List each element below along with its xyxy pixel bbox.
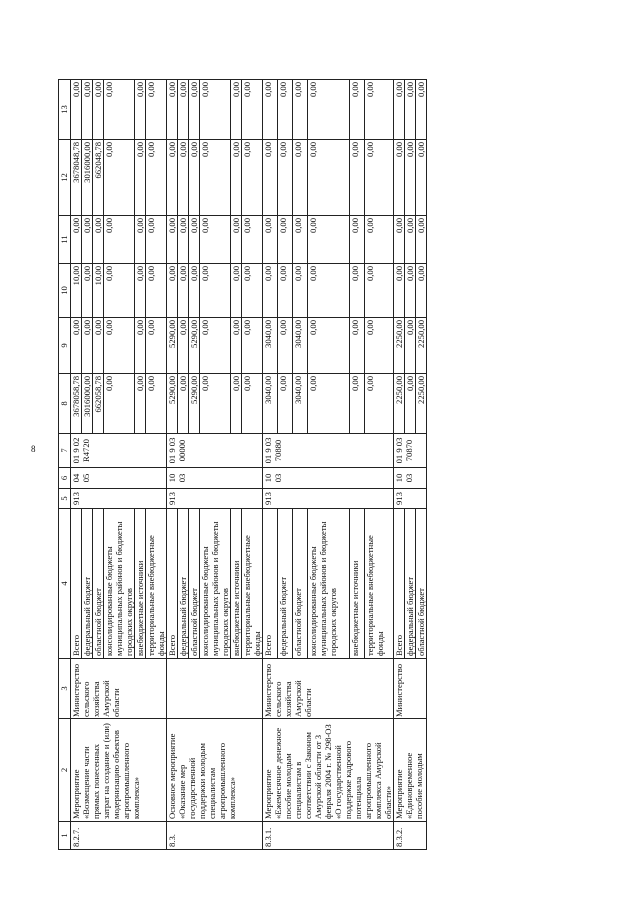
value-cell-13: 0,00 <box>278 80 293 140</box>
funding-source: областной бюджет <box>416 509 427 659</box>
value-cell-12: 0,00 <box>365 140 394 216</box>
value-cell-11: 0,00 <box>200 216 231 264</box>
value-cell-10: 0,00 <box>365 264 394 318</box>
value-cell-13: 0,00 <box>189 80 200 140</box>
value-cell-10: 0,00 <box>350 264 365 318</box>
header-cell-10: 10 <box>59 264 71 318</box>
value-cell-10: 0,00 <box>394 264 405 318</box>
value-cell-11: 0,00 <box>293 216 308 264</box>
value-cell-8: 0,00 <box>242 374 263 434</box>
value-cell-10: 0,00 <box>278 264 293 318</box>
executor <box>167 659 263 719</box>
value-cell-11: 0,00 <box>93 216 104 264</box>
value-cell-8: 0,00 <box>146 374 167 434</box>
table-row <box>263 80 278 850</box>
value-cell-12: 0,00 <box>293 140 308 216</box>
executor: Министерство сельского хозяйства Амурской области <box>263 659 394 719</box>
header-cell-2: 2 <box>59 719 71 822</box>
value-cell-9: 0,00 <box>405 318 416 374</box>
value-cell-13: 0,00 <box>135 80 146 140</box>
funding-source: консолидированные бюджеты муниципальных районов и бюджеты городских округов <box>104 509 135 659</box>
value-cell-10: 0,00 <box>231 264 242 318</box>
value-cell-12: 0,00 <box>104 140 135 216</box>
header-cell-8: 8 <box>59 374 71 434</box>
value-cell-12: 662048,78 <box>93 140 104 216</box>
value-cell-9: 0,00 <box>135 318 146 374</box>
value-cell-13: 0,00 <box>178 80 189 140</box>
value-cell-10: 0,00 <box>167 264 178 318</box>
value-cell-13: 0,00 <box>200 80 231 140</box>
value-cell-13: 0,00 <box>365 80 394 140</box>
value-cell-11: 0,00 <box>365 216 394 264</box>
value-cell-8: 3678058,78 <box>71 374 82 434</box>
value-cell-8: 0,00 <box>278 374 293 434</box>
value-cell-13: 0,00 <box>93 80 104 140</box>
value-cell-8: 0,00 <box>350 374 365 434</box>
value-cell-11: 0,00 <box>405 216 416 264</box>
value-cell-8: 3040,00 <box>263 374 278 434</box>
funding-source: федеральный бюджет <box>82 509 93 659</box>
funding-source: территориальные внебюджетные фонды <box>365 509 394 659</box>
value-cell-9: 0,00 <box>93 318 104 374</box>
budget-table <box>58 79 427 850</box>
value-cell-13: 0,00 <box>405 80 416 140</box>
value-cell-13: 0,00 <box>293 80 308 140</box>
value-cell-13: 0,00 <box>71 80 82 140</box>
funding-source: федеральный бюджет <box>178 509 189 659</box>
header-cell-4: 4 <box>59 509 71 659</box>
value-cell-8: 662058,78 <box>93 374 104 434</box>
funding-source: внебюджетные источники <box>231 509 242 659</box>
value-cell-12: 0,00 <box>394 140 405 216</box>
header-cell-12: 12 <box>59 140 71 216</box>
value-cell-10: 10,00 <box>71 264 82 318</box>
value-cell-9: 2250,00 <box>394 318 405 374</box>
item-name: Мероприятие «Ежемесячное денежное пособие молодым специалистам в соответствии с Законом Амурской области от 3 февраля 2004 г. № 298-ОЗ «О государственной поддержке кадрового потенциала агропромышленного комплекса Амурской области» <box>263 719 394 822</box>
item-number: 8.3.2. <box>394 822 427 850</box>
value-cell-12: 0,00 <box>308 140 350 216</box>
value-cell-13: 0,00 <box>263 80 278 140</box>
value-cell-11: 0,00 <box>189 216 200 264</box>
value-cell-11: 0,00 <box>416 216 427 264</box>
value-cell-8: 2250,00 <box>394 374 405 434</box>
value-cell-13: 0,00 <box>242 80 263 140</box>
value-cell-9: 5290,00 <box>189 318 200 374</box>
value-cell-9: 0,00 <box>308 318 350 374</box>
value-cell-11: 0,00 <box>135 216 146 264</box>
funding-source: территориальные внебюджетные фонды <box>242 509 263 659</box>
header-cell-1: 1 <box>59 822 71 850</box>
value-cell-9: 5290,00 <box>167 318 178 374</box>
value-cell-11: 0,00 <box>242 216 263 264</box>
value-cell-9: 2250,00 <box>416 318 427 374</box>
value-cell-9: 0,00 <box>104 318 135 374</box>
value-cell-12: 0,00 <box>405 140 416 216</box>
csr-code: 01 9 03 00000 <box>167 434 263 468</box>
grbs-code: 913 <box>394 489 427 509</box>
funding-source: консолидированные бюджеты муниципальных районов и бюджеты городских округов <box>200 509 231 659</box>
funding-source: консолидированные бюджеты муниципальных районов и бюджеты городских округов <box>308 509 350 659</box>
value-cell-11: 0,00 <box>350 216 365 264</box>
value-cell-10: 0,00 <box>178 264 189 318</box>
csr-code: 01 9 03 70880 <box>263 434 394 468</box>
value-cell-11: 0,00 <box>231 216 242 264</box>
grbs-code: 913 <box>71 489 167 509</box>
table-row <box>167 80 178 850</box>
rzpr-code: 10 03 <box>394 468 427 489</box>
value-cell-10: 0,00 <box>242 264 263 318</box>
value-cell-8: 5290,00 <box>167 374 178 434</box>
value-cell-13: 0,00 <box>146 80 167 140</box>
value-cell-13: 0,00 <box>308 80 350 140</box>
value-cell-13: 0,00 <box>231 80 242 140</box>
executor: Министерство <box>394 659 427 719</box>
value-cell-11: 0,00 <box>308 216 350 264</box>
value-cell-8: 0,00 <box>135 374 146 434</box>
value-cell-9: 0,00 <box>200 318 231 374</box>
value-cell-12: 0,00 <box>278 140 293 216</box>
value-cell-13: 0,00 <box>82 80 93 140</box>
value-cell-11: 0,00 <box>82 216 93 264</box>
value-cell-13: 0,00 <box>394 80 405 140</box>
value-cell-8: 0,00 <box>231 374 242 434</box>
header-cell-3: 3 <box>59 659 71 719</box>
value-cell-10: 0,00 <box>405 264 416 318</box>
value-cell-8: 0,00 <box>200 374 231 434</box>
header-row <box>59 80 71 850</box>
funding-source: областной бюджет <box>189 509 200 659</box>
value-cell-10: 0,00 <box>200 264 231 318</box>
value-cell-11: 0,00 <box>71 216 82 264</box>
table-row <box>394 80 405 850</box>
value-cell-12: 0,00 <box>416 140 427 216</box>
funding-source: областной бюджет <box>293 509 308 659</box>
value-cell-10: 0,00 <box>293 264 308 318</box>
funding-source: федеральный бюджет <box>278 509 293 659</box>
value-cell-9: 0,00 <box>242 318 263 374</box>
value-cell-8: 3016000,00 <box>82 374 93 434</box>
value-cell-11: 0,00 <box>263 216 278 264</box>
value-cell-8: 0,00 <box>104 374 135 434</box>
funding-source: Всего <box>394 509 405 659</box>
header-cell-11: 11 <box>59 216 71 264</box>
value-cell-9: 0,00 <box>146 318 167 374</box>
value-cell-11: 0,00 <box>146 216 167 264</box>
value-cell-9: 0,00 <box>365 318 394 374</box>
rzpr-code: 10 03 <box>263 468 394 489</box>
value-cell-12: 0,00 <box>167 140 178 216</box>
value-cell-8: 0,00 <box>178 374 189 434</box>
value-cell-8: 2250,00 <box>416 374 427 434</box>
value-cell-10: 0,00 <box>308 264 350 318</box>
value-cell-8: 3040,00 <box>293 374 308 434</box>
value-cell-13: 0,00 <box>350 80 365 140</box>
value-cell-9: 3040,00 <box>263 318 278 374</box>
header-cell-13: 13 <box>59 80 71 140</box>
value-cell-13: 0,00 <box>167 80 178 140</box>
value-cell-11: 0,00 <box>167 216 178 264</box>
grbs-code: 913 <box>263 489 394 509</box>
table-row <box>71 80 82 850</box>
value-cell-10: 0,00 <box>189 264 200 318</box>
value-cell-10: 0,00 <box>263 264 278 318</box>
item-number: 8.3. <box>167 822 263 850</box>
value-cell-9: 3040,00 <box>293 318 308 374</box>
value-cell-9: 0,00 <box>82 318 93 374</box>
value-cell-8: 5290,00 <box>189 374 200 434</box>
funding-source: областной бюджет <box>93 509 104 659</box>
grbs-code: 913 <box>167 489 263 509</box>
value-cell-11: 0,00 <box>278 216 293 264</box>
funding-source: Всего <box>263 509 278 659</box>
funding-source: внебюджетные источники <box>350 509 365 659</box>
value-cell-11: 0,00 <box>178 216 189 264</box>
value-cell-12: 0,00 <box>135 140 146 216</box>
value-cell-12: 3016000,00 <box>82 140 93 216</box>
header-cell-7: 7 <box>59 434 71 468</box>
header-cell-6: 6 <box>59 468 71 489</box>
value-cell-8: 0,00 <box>405 374 416 434</box>
value-cell-12: 0,00 <box>200 140 231 216</box>
rotated-table-container <box>58 80 598 850</box>
value-cell-12: 0,00 <box>178 140 189 216</box>
funding-source: Всего <box>167 509 178 659</box>
value-cell-12: 0,00 <box>189 140 200 216</box>
value-cell-10: 0,00 <box>82 264 93 318</box>
value-cell-11: 0,00 <box>104 216 135 264</box>
value-cell-9: 0,00 <box>71 318 82 374</box>
value-cell-12: 0,00 <box>146 140 167 216</box>
value-cell-13: 0,00 <box>104 80 135 140</box>
item-number: 8.3.1. <box>263 822 394 850</box>
value-cell-12: 0,00 <box>231 140 242 216</box>
funding-source: внебюджетные источники <box>135 509 146 659</box>
rzpr-code: 10 03 <box>167 468 263 489</box>
csr-code: 01 9 03 70870 <box>394 434 427 468</box>
funding-source: территориальные внебюджетные фонды <box>146 509 167 659</box>
item-name: Мероприятие «Возмещение части прямых понесенных затрат на создание и (или) модернизацию объектов агропромышленного комплекса» <box>71 719 167 822</box>
funding-source: Всего <box>71 509 82 659</box>
value-cell-8: 0,00 <box>308 374 350 434</box>
value-cell-13: 0,00 <box>416 80 427 140</box>
value-cell-9: 0,00 <box>231 318 242 374</box>
value-cell-11: 0,00 <box>394 216 405 264</box>
value-cell-12: 3678048,78 <box>71 140 82 216</box>
item-name: Мероприятие «Единовременное пособие молодым <box>394 719 427 822</box>
value-cell-8: 0,00 <box>365 374 394 434</box>
value-cell-12: 0,00 <box>242 140 263 216</box>
executor: Министерство сельского хозяйства Амурской области <box>71 659 167 719</box>
value-cell-9: 0,00 <box>350 318 365 374</box>
value-cell-9: 0,00 <box>278 318 293 374</box>
value-cell-10: 0,00 <box>104 264 135 318</box>
page-number: 8 <box>31 444 36 454</box>
value-cell-10: 0,00 <box>146 264 167 318</box>
csr-code: 01 9 02 R4720 <box>71 434 167 468</box>
rzpr-code: 04 05 <box>71 468 167 489</box>
item-name: Основное мероприятие «Оказание мер государственной поддержки молодым специалистам агропромышленного комплекса» <box>167 719 263 822</box>
item-number: 8.2.7. <box>71 822 167 850</box>
value-cell-10: 0,00 <box>416 264 427 318</box>
table-body <box>71 80 427 850</box>
funding-source: федеральный бюджет <box>405 509 416 659</box>
value-cell-9: 0,00 <box>178 318 189 374</box>
value-cell-10: 0,00 <box>135 264 146 318</box>
header-cell-9: 9 <box>59 318 71 374</box>
value-cell-10: 10,00 <box>93 264 104 318</box>
value-cell-12: 0,00 <box>263 140 278 216</box>
value-cell-12: 0,00 <box>350 140 365 216</box>
header-cell-5: 5 <box>59 489 71 509</box>
